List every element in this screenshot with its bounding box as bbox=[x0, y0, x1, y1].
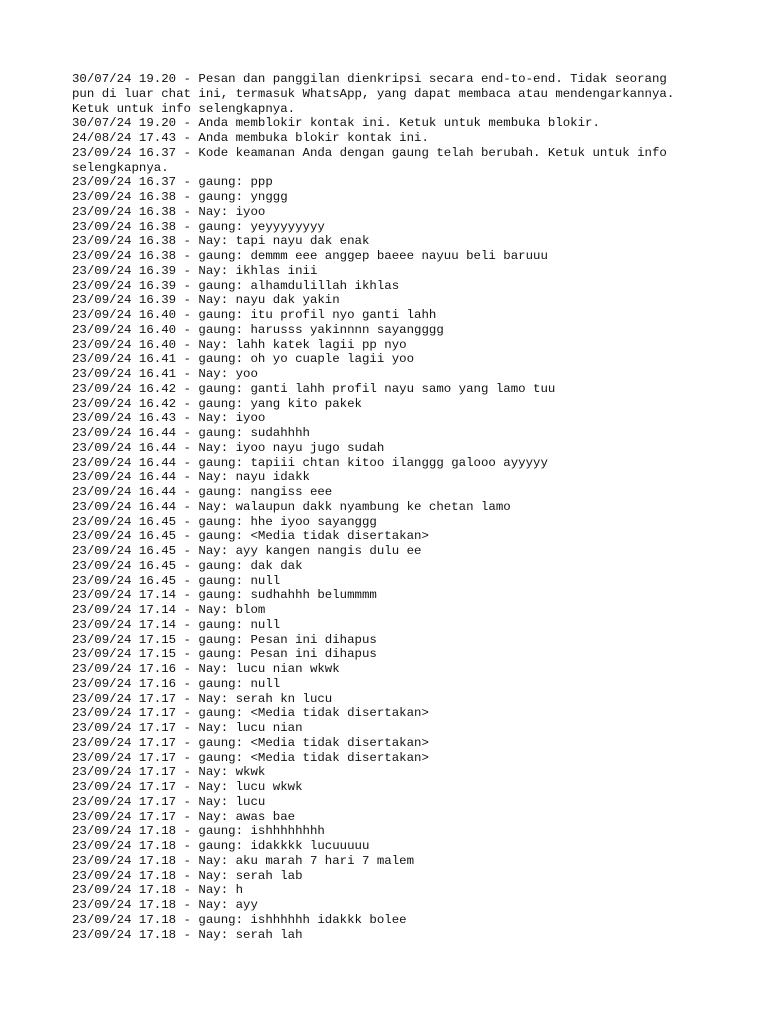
chat-log-line: 23/09/24 16.45 - gaung: null bbox=[72, 573, 281, 588]
chat-log-line: 23/09/24 16.44 - gaung: nangiss eee bbox=[72, 485, 333, 499]
chat-log-line: 23/09/24 17.17 - gaung: <Media tidak disertakan> bbox=[72, 750, 429, 765]
chat-log-line: 23/09/24 17.15 - gaung: Pesan ini dihapus bbox=[72, 632, 377, 647]
chat-log-line: 23/09/24 17.17 - gaung: <Media tidak disertakan> bbox=[72, 735, 429, 750]
chat-log-line: 30/07/24 19.20 - Pesan dan panggilan dienkripsi secara end-to-end. Tidak seorang bbox=[72, 72, 667, 86]
chat-log-line: 23/09/24 17.14 - gaung: sudhahhh belummmm bbox=[72, 588, 377, 603]
chat-log-line: 23/09/24 16.45 - Nay: ayy kangen nangis dulu ee bbox=[72, 544, 422, 558]
chat-log-line: 23/09/24 17.17 - Nay: lucu bbox=[72, 794, 266, 809]
chat-log-line: 23/09/24 16.37 - gaung: ppp bbox=[72, 175, 273, 190]
chat-log-line: 23/09/24 16.44 - Nay: nayu idakk bbox=[72, 470, 310, 485]
chat-log-line: 23/09/24 16.41 - Nay: yoo bbox=[72, 367, 258, 381]
chat-log-line: 24/08/24 17.43 - Anda membuka blokir kontak ini. bbox=[72, 131, 429, 145]
chat-log-line: 23/09/24 16.39 - gaung: alhamdulillah ikhlas bbox=[72, 278, 400, 293]
chat-log-line: 23/09/24 17.17 - Nay: wkwk bbox=[72, 765, 266, 780]
chat-log-line: 23/09/24 17.17 - gaung: <Media tidak disertakan> bbox=[72, 706, 429, 721]
chat-log-line: 23/09/24 16.44 - Nay: iyoo nayu jugo sudah bbox=[72, 440, 385, 455]
chat-log-line: pun di luar chat ini, termasuk WhatsApp, yang dapat membaca atau mendengarkannya. bbox=[72, 86, 675, 101]
chat-log-line: 23/09/24 17.18 - gaung: ishhhhhhhh bbox=[72, 824, 325, 839]
chat-log-line: 23/09/24 17.17 - Nay: lucu nian bbox=[72, 721, 303, 735]
chat-log-line: 23/09/24 16.42 - gaung: ganti lahh profil nayu samo yang lamo tuu bbox=[72, 381, 556, 396]
chat-log-line: 23/09/24 16.44 - gaung: tapiii chtan kitoo ilanggg galooo ayyyyy bbox=[72, 455, 548, 470]
chat-log-line: 23/09/24 17.15 - gaung: Pesan ini dihapus bbox=[72, 647, 377, 662]
chat-log-line: 23/09/24 16.39 - Nay: nayu dak yakin bbox=[72, 293, 340, 308]
chat-log-line: 23/09/24 16.44 - Nay: walaupun dakk nyambung ke chetan lamo bbox=[72, 499, 511, 514]
chat-log-line: 23/09/24 17.17 - Nay: awas bae bbox=[72, 809, 296, 824]
chat-log-line: 23/09/24 16.41 - gaung: oh yo cuaple lagii yoo bbox=[72, 352, 415, 367]
chat-log-line: 23/09/24 17.16 - Nay: lucu nian wkwk bbox=[72, 662, 340, 676]
chat-log-line: selengkapnya. bbox=[72, 160, 169, 175]
chat-log-line: 23/09/24 17.16 - gaung: null bbox=[72, 676, 281, 691]
chat-log-line: 23/09/24 16.38 - gaung: demmm eee anggep baeee nayuu beli baruuu bbox=[72, 249, 548, 263]
chat-log-line: 23/09/24 17.18 - Nay: serah lah bbox=[72, 927, 303, 942]
chat-log-line: 23/09/24 17.14 - Nay: blom bbox=[72, 603, 266, 617]
chat-log-line: 23/09/24 16.38 - Nay: tapi nayu dak enak bbox=[72, 234, 370, 249]
chat-log-line: 23/09/24 17.18 - gaung: ishhhhhh idakkk bolee bbox=[72, 912, 407, 927]
chat-log-line: 23/09/24 17.18 - Nay: h bbox=[72, 883, 244, 898]
chat-log-line: Ketuk untuk info selengkapnya. bbox=[72, 101, 296, 116]
chat-log-line: 23/09/24 16.45 - gaung: hhe iyoo sayanggg bbox=[72, 514, 377, 529]
chat-log-line: 23/09/24 16.40 - gaung: itu profil nyo ganti lahh bbox=[72, 308, 437, 322]
chat-log-line: 23/09/24 17.18 - gaung: idakkkk lucuuuuu bbox=[72, 839, 370, 853]
chat-log-line: 23/09/24 17.17 - Nay: lucu wkwk bbox=[72, 780, 303, 794]
chat-log-line: 23/09/24 16.39 - Nay: ikhlas inii bbox=[72, 263, 318, 278]
chat-log-line: 23/09/24 16.45 - gaung: dak dak bbox=[72, 558, 303, 573]
chat-log-line: 30/07/24 19.20 - Anda memblokir kontak ini. Ketuk untuk membuka blokir. bbox=[72, 116, 600, 131]
chat-log-line: 23/09/24 16.38 - gaung: ynggg bbox=[72, 190, 288, 204]
chat-log-line: 23/09/24 17.14 - gaung: null bbox=[72, 617, 281, 632]
chat-log-line: 23/09/24 16.38 - gaung: yeyyyyyyyy bbox=[72, 219, 325, 234]
chat-log-line: 23/09/24 16.38 - Nay: iyoo bbox=[72, 204, 266, 219]
chat-log-line: 23/09/24 16.43 - Nay: iyoo bbox=[72, 411, 266, 426]
chat-log-line: 23/09/24 16.37 - Kode keamanan Anda dengan gaung telah berubah. Ketuk untuk info bbox=[72, 145, 667, 160]
chat-log-line: 23/09/24 16.42 - gaung: yang kito pakek bbox=[72, 396, 362, 411]
chat-log-line: 23/09/24 16.44 - gaung: sudahhhh bbox=[72, 426, 310, 440]
chat-log-line: 23/09/24 17.18 - Nay: aku marah 7 hari 7 malem bbox=[72, 853, 415, 868]
chat-log-line: 23/09/24 16.45 - gaung: <Media tidak disertakan> bbox=[72, 529, 429, 544]
chat-log-line: 23/09/24 16.40 - gaung: harusss yakinnnn sayangggg bbox=[72, 322, 444, 337]
chat-log-page bbox=[72, 72, 712, 942]
chat-log-line: 23/09/24 16.40 - Nay: lahh katek lagii pp nyo bbox=[72, 337, 407, 352]
chat-log-line: 23/09/24 17.17 - Nay: serah kn lucu bbox=[72, 691, 333, 706]
chat-log-line: 23/09/24 17.18 - Nay: serah lab bbox=[72, 868, 303, 883]
chat-log-line: 23/09/24 17.18 - Nay: ayy bbox=[72, 898, 258, 912]
